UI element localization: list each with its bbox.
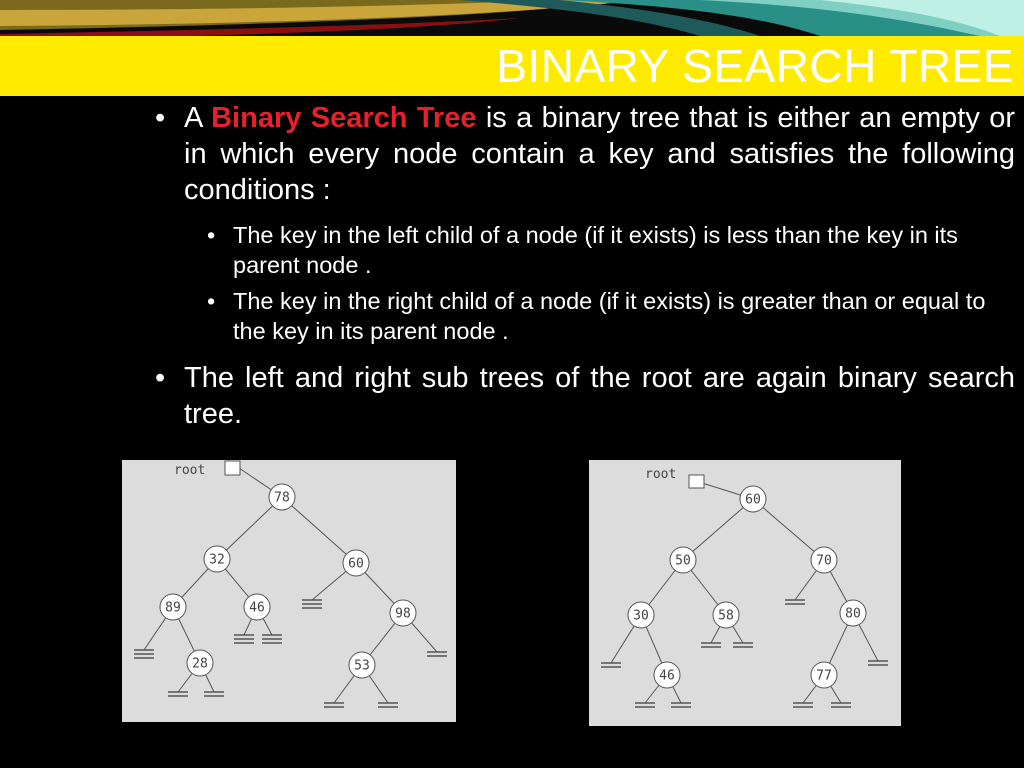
tree-node — [654, 662, 680, 688]
bst-diagram-2-svg — [589, 460, 901, 726]
node-value: 60 — [348, 556, 364, 572]
bullet-subtrees-text: The left and right sub trees of the root are again binary search tree. — [184, 362, 1015, 430]
tree-node — [390, 600, 416, 626]
root-label: root — [645, 467, 677, 482]
node-value: 30 — [633, 608, 649, 624]
tree-node — [670, 547, 696, 573]
tree-node — [204, 546, 230, 572]
tree-node — [244, 594, 270, 620]
bullet-subtrees — [155, 360, 1015, 432]
node-value: 98 — [395, 606, 411, 622]
node-value: 78 — [274, 490, 290, 506]
node-value: 77 — [816, 668, 832, 684]
bullet-marker: • — [155, 362, 166, 394]
header-swoosh-graphic — [0, 0, 1024, 40]
tree-node — [713, 602, 739, 628]
slide-content — [155, 100, 1015, 444]
node-value: 46 — [249, 600, 265, 616]
tree-node — [628, 602, 654, 628]
sub-bullet-left-child — [207, 220, 1015, 280]
tree-node — [811, 662, 837, 688]
node-value: 28 — [192, 656, 208, 672]
sub-bullet-marker: • — [207, 288, 216, 314]
tree-node — [811, 547, 837, 573]
sub-bullet-right-child — [207, 286, 1015, 346]
title-bar — [0, 36, 1024, 96]
tree-node — [343, 550, 369, 576]
bullet-marker: • — [155, 102, 166, 134]
root-label: root — [174, 463, 206, 478]
sub-bullet-text: The key in the right child of a node (if it exists) is greater than or equal to the key in its parent node . — [233, 288, 986, 344]
bullet-definition — [155, 100, 1015, 208]
node-value: 60 — [745, 492, 761, 508]
node-value: 89 — [165, 600, 181, 616]
slide-title: BINARY SEARCH TREE — [496, 40, 1014, 92]
node-value: 80 — [845, 606, 861, 622]
tree-node — [349, 652, 375, 678]
tree-node — [840, 600, 866, 626]
node-value: 70 — [816, 553, 832, 569]
tree-node — [160, 594, 186, 620]
node-value: 46 — [659, 668, 675, 684]
node-value: 32 — [209, 552, 225, 568]
highlight-term: Binary Search Tree — [211, 102, 477, 134]
tree-node — [269, 484, 295, 510]
bullet-definition-text: is a binary tree that is either an empty or in which every node contain a key and satisfies the following conditions : — [184, 102, 1015, 206]
node-value: 53 — [354, 658, 370, 674]
bullet-prefix-text: A — [184, 102, 212, 134]
sub-bullet-marker: • — [207, 222, 216, 248]
bst-diagram-1-svg — [122, 460, 456, 722]
tree-node — [740, 486, 766, 512]
tree-node — [187, 650, 213, 676]
root-pointer-box — [689, 475, 704, 488]
node-value: 50 — [675, 553, 691, 569]
bst-diagram-2 — [589, 460, 901, 726]
root-pointer-box — [225, 461, 240, 475]
bst-diagram-1 — [122, 460, 456, 722]
node-value: 58 — [718, 608, 734, 624]
sub-bullet-text: The key in the left child of a node (if it exists) is less than the key in its parent node . — [233, 222, 958, 278]
